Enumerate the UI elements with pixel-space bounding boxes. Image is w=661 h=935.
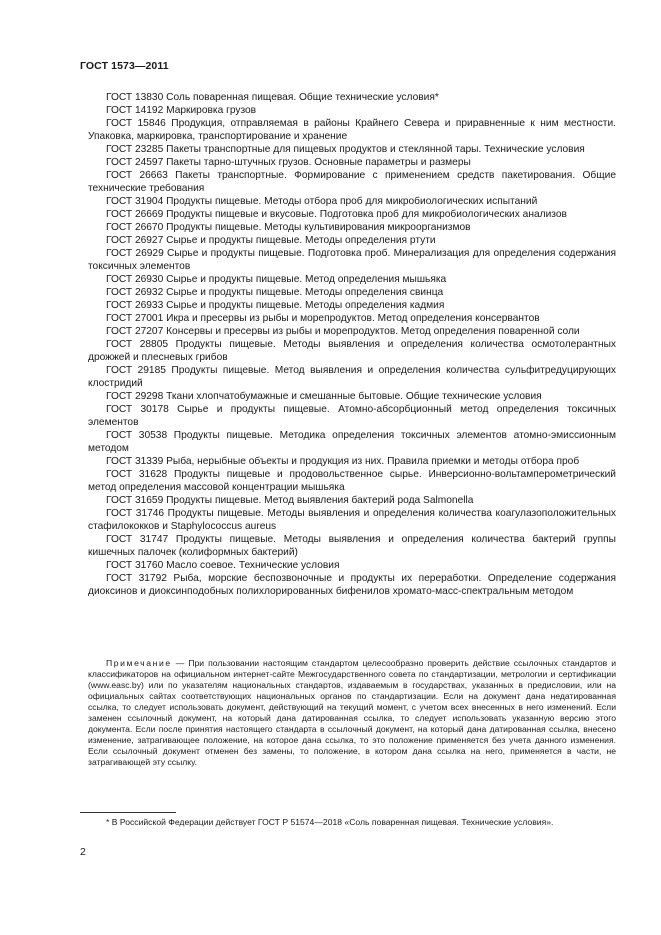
footnote-divider [80,812,176,813]
reference-item: ГОСТ 31747 Продукты пищевые. Методы выявления и определения количества бактерий группы кишечных палочек (колиформных бактерий) [88,534,616,558]
reference-item: ГОСТ 15846 Продукция, отправляемая в районы Крайнего Севера и приравненные к ним местности. Упаковка, маркировка, транспортирование и хранение [88,118,616,142]
reference-item: ГОСТ 31792 Рыба, морские беспозвоночные и продукты их переработки. Определение содержания диоксинов и диоксинподобных полихлорированных бифенилов хромато-масс-спектральным методом [88,573,616,597]
reference-item: ГОСТ 26670 Продукты пищевые. Методы культивирования микроорганизмов [106,222,471,233]
footnote-text: * В Российской Федерации действует ГОСТ Р 51574—2018 «Соль поваренная пищевая. Технические условия». [106,817,554,827]
note-paragraph [88,658,616,768]
normative-references-list [88,91,616,598]
page-header: ГОСТ 1573—2011 [80,60,169,72]
reference-item: ГОСТ 26933 Сырье и продукты пищевые. Методы определения кадмия [106,300,445,311]
reference-item: ГОСТ 26669 Продукты пищевые и вкусовые. Подготовка проб для микробиологических анализов [106,209,567,220]
reference-item: ГОСТ 31339 Рыба, нерыбные объекты и продукция из них. Правила приемки и методы отбора проб [106,456,580,467]
reference-item: ГОСТ 30178 Сырье и продукты пищевые. Атомно-абсорбционный метод определения токсичных элементов [88,404,616,428]
reference-item: ГОСТ 24597 Пакеты тарно-штучных грузов. Основные параметры и размеры [106,157,471,168]
reference-item: ГОСТ 14192 Маркировка грузов [106,105,257,116]
reference-item: ГОСТ 28805 Продукты пищевые. Методы выявления и определения количества осмотолерантных дрожжей и плесневых грибов [88,339,616,363]
reference-item: ГОСТ 29185 Продукты пищевые. Метод выявления и определения количества сульфитредуцирующих клостридий [88,365,616,389]
reference-item: ГОСТ 26930 Сырье и продукты пищевые. Метод определения мышьяка [106,274,447,285]
reference-item: ГОСТ 26929 Сырье и продукты пищевые. Подготовка проб. Минерализация для определения содержания токсичных элементов [88,248,616,272]
note-block [88,658,616,768]
reference-item: ГОСТ 31659 Продукты пищевые. Метод выявления бактерий рода Salmonella [106,495,474,506]
reference-item: ГОСТ 30538 Продукты пищевые. Методика определения токсичных элементов атомно-эмиссионным методом [88,430,616,454]
reference-item: ГОСТ 31904 Продукты пищевые. Методы отбора проб для микробиологических испытаний [106,196,538,207]
reference-item: ГОСТ 29298 Ткани хлопчатобумажные и смешанные бытовые. Общие технические условия [106,391,542,402]
note-label: Примечание [106,658,172,668]
reference-item: ГОСТ 27001 Икра и пресервы из рыбы и морепродуктов. Метод определения консервантов [106,313,540,324]
footnote [88,817,616,828]
reference-item: ГОСТ 26932 Сырье и продукты пищевые. Методы определения свинца [106,287,444,298]
page-number: 2 [80,846,86,858]
reference-item: ГОСТ 31760 Масло соевое. Технические условия [106,560,340,571]
reference-item: ГОСТ 13830 Соль поваренная пищевая. Общие технические условия* [106,92,439,103]
note-text: — При пользовании настоящим стандартом целесообразно проверить действие ссылочных стандартов и классификаторов на официальном интернет-сайте Межгосударственного совета по стандартизации, метрологии и сертификации (www.easc.by) или по указателям национальных стандартов, издаваемым в государствах, указанных в предисловии, или на официальных сайтах соответствующих национальных органов по стандартизации. Если на документ дана недатированная ссылка, то следует использовать документ, действующий на текущий момент, с учетом всех внесенных в него изменений. Если заменен ссылочный документ, на который дана датированная ссылка, то следует использовать указанную версию этого документа. Если после принятия настоящего стандарта в ссылочный документ, на который дана датированная ссылка, внесено изменение, затрагивающее положение, на которое дана ссылка, то это положение применяется без учета данного изменения. Если ссылочный документ отменен без замены, то положение, в котором дана ссылка на него, применяется в части, не затрагивающей эту ссылку. [88,658,616,767]
reference-item: ГОСТ 31628 Продукты пищевые и продовольственное сырье. Инверсионно-вольтамперометрический метод определения массовой концентрации мышьяка [88,469,616,493]
reference-item: ГОСТ 26663 Пакеты транспортные. Формирование с применением средств пакетирования. Общие технические требования [88,170,616,194]
reference-item: ГОСТ 26927 Сырье и продукты пищевые. Методы определения ртути [106,235,436,246]
reference-item: ГОСТ 27207 Консервы и пресервы из рыбы и морепродуктов. Метод определения поваренной соли [106,326,580,337]
reference-item: ГОСТ 23285 Пакеты транспортные для пищевых продуктов и стеклянной тары. Технические условия [106,144,585,155]
reference-item: ГОСТ 31746 Продукты пищевые. Методы выявления и определения количества коагулазоположительных стафилококков и Staphylococcus aureus [88,508,616,532]
